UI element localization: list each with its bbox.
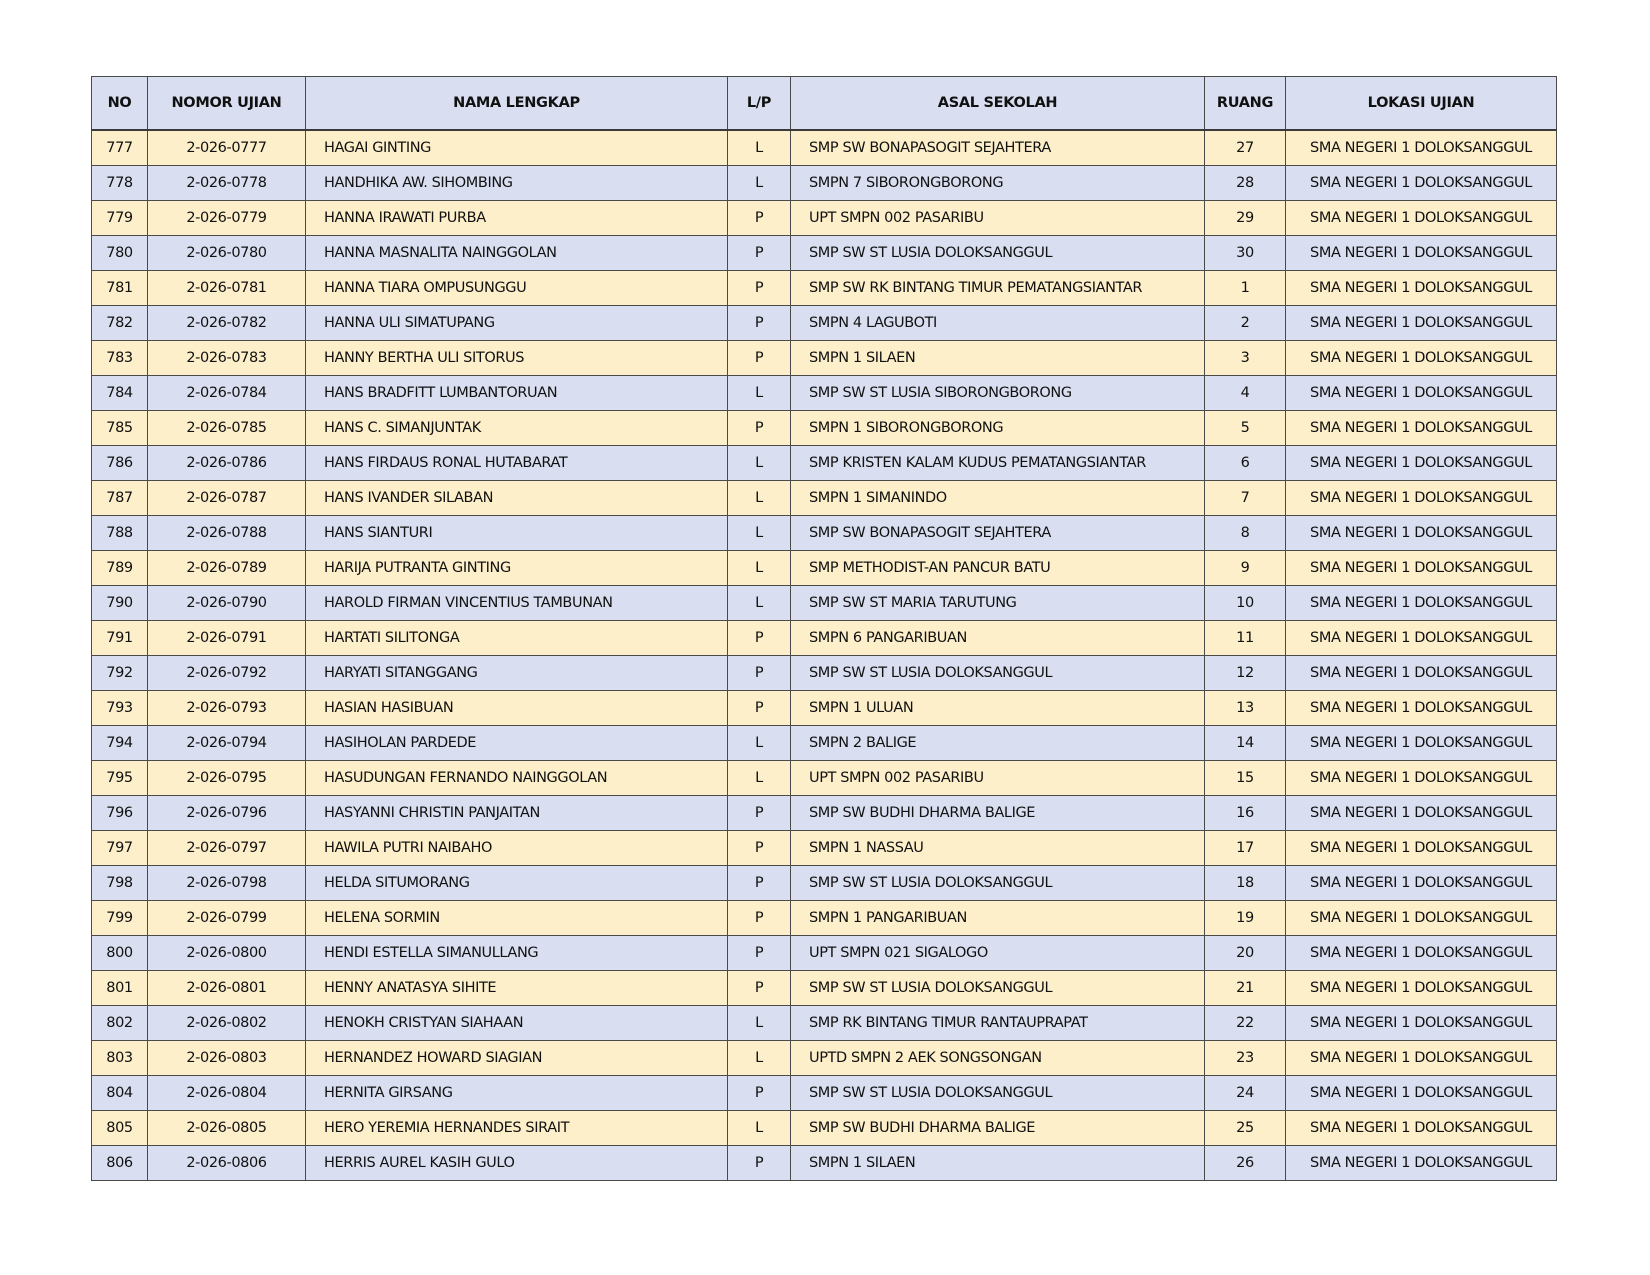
cell-no: 800 [92,936,148,971]
cell-ruang: 25 [1205,1111,1286,1146]
cell-nomor-ujian: 2-026-0795 [148,761,306,796]
cell-nomor-ujian: 2-026-0794 [148,726,306,761]
cell-nama-lengkap: HERNITA GIRSANG [306,1076,728,1111]
cell-asal-sekolah: UPT SMPN 021 SIGALOGO [791,936,1205,971]
cell-nama-lengkap: HASIAN HASIBUAN [306,691,728,726]
cell-nama-lengkap: HANNA IRAWATI PURBA [306,201,728,236]
cell-no: 796 [92,796,148,831]
column-header-nama-lengkap: NAMA LENGKAP [306,77,728,131]
cell-no: 792 [92,656,148,691]
cell-lokasi-ujian: SMA NEGERI 1 DOLOKSANGGUL [1286,866,1557,901]
cell-ruang: 29 [1205,201,1286,236]
cell-no: 780 [92,236,148,271]
cell-ruang: 14 [1205,726,1286,761]
cell-nama-lengkap: HARTATI SILITONGA [306,621,728,656]
table-row [92,551,1557,586]
cell-lp: L [728,551,791,586]
column-header-ruang: RUANG [1205,77,1286,131]
table-row [92,271,1557,306]
cell-asal-sekolah: SMP SW BUDHI DHARMA BALIGE [791,1111,1205,1146]
table-row [92,130,1557,166]
cell-nama-lengkap: HANS FIRDAUS RONAL HUTABARAT [306,446,728,481]
cell-nama-lengkap: HERO YEREMIA HERNANDES SIRAIT [306,1111,728,1146]
cell-lp: P [728,306,791,341]
cell-nomor-ujian: 2-026-0788 [148,516,306,551]
cell-nomor-ujian: 2-026-0785 [148,411,306,446]
cell-nama-lengkap: HELENA SORMIN [306,901,728,936]
cell-no: 789 [92,551,148,586]
cell-nomor-ujian: 2-026-0798 [148,866,306,901]
cell-lp: L [728,446,791,481]
cell-ruang: 7 [1205,481,1286,516]
cell-lokasi-ujian: SMA NEGERI 1 DOLOKSANGGUL [1286,656,1557,691]
table-row [92,376,1557,411]
cell-nama-lengkap: HAGAI GINTING [306,130,728,166]
cell-lp: P [728,831,791,866]
cell-lokasi-ujian: SMA NEGERI 1 DOLOKSANGGUL [1286,306,1557,341]
cell-lp: L [728,376,791,411]
cell-nama-lengkap: HERNANDEZ HOWARD SIAGIAN [306,1041,728,1076]
column-header-no: NO [92,77,148,131]
cell-no: 790 [92,586,148,621]
cell-lokasi-ujian: SMA NEGERI 1 DOLOKSANGGUL [1286,586,1557,621]
cell-lp: L [728,1041,791,1076]
cell-lp: P [728,1076,791,1111]
cell-asal-sekolah: SMP SW ST LUSIA SIBORONGBORONG [791,376,1205,411]
cell-nama-lengkap: HANS IVANDER SILABAN [306,481,728,516]
cell-asal-sekolah: SMPN 2 BALIGE [791,726,1205,761]
table-row [92,201,1557,236]
cell-asal-sekolah: SMPN 7 SIBORONGBORONG [791,166,1205,201]
cell-asal-sekolah: SMPN 1 SILAEN [791,1146,1205,1181]
cell-nomor-ujian: 2-026-0806 [148,1146,306,1181]
table-row [92,236,1557,271]
cell-nomor-ujian: 2-026-0792 [148,656,306,691]
cell-nomor-ujian: 2-026-0783 [148,341,306,376]
table-row [92,586,1557,621]
cell-nama-lengkap: HASUDUNGAN FERNANDO NAINGGOLAN [306,761,728,796]
cell-lokasi-ujian: SMA NEGERI 1 DOLOKSANGGUL [1286,446,1557,481]
cell-lp: P [728,236,791,271]
cell-nomor-ujian: 2-026-0779 [148,201,306,236]
cell-lp: P [728,866,791,901]
cell-nama-lengkap: HENNY ANATASYA SIHITE [306,971,728,1006]
column-header-lokasi-ujian: LOKASI UJIAN [1286,77,1557,131]
cell-no: 797 [92,831,148,866]
cell-lokasi-ujian: SMA NEGERI 1 DOLOKSANGGUL [1286,1111,1557,1146]
cell-lp: P [728,656,791,691]
cell-lp: P [728,411,791,446]
cell-no: 803 [92,1041,148,1076]
cell-no: 801 [92,971,148,1006]
column-header-nomor-ujian: NOMOR UJIAN [148,77,306,131]
cell-nomor-ujian: 2-026-0777 [148,130,306,166]
cell-nama-lengkap: HAROLD FIRMAN VINCENTIUS TAMBUNAN [306,586,728,621]
cell-ruang: 10 [1205,586,1286,621]
cell-nomor-ujian: 2-026-0796 [148,796,306,831]
cell-lp: L [728,1111,791,1146]
cell-ruang: 28 [1205,166,1286,201]
cell-lp: P [728,1146,791,1181]
cell-nama-lengkap: HENOKH CRISTYAN SIAHAAN [306,1006,728,1041]
table-row [92,656,1557,691]
cell-lokasi-ujian: SMA NEGERI 1 DOLOKSANGGUL [1286,1076,1557,1111]
table-row [92,1076,1557,1111]
cell-nomor-ujian: 2-026-0784 [148,376,306,411]
cell-nama-lengkap: HANS SIANTURI [306,516,728,551]
cell-lp: L [728,166,791,201]
cell-lokasi-ujian: SMA NEGERI 1 DOLOKSANGGUL [1286,621,1557,656]
cell-lokasi-ujian: SMA NEGERI 1 DOLOKSANGGUL [1286,201,1557,236]
cell-asal-sekolah: SMPN 1 SILAEN [791,341,1205,376]
cell-nomor-ujian: 2-026-0789 [148,551,306,586]
table-row [92,1111,1557,1146]
cell-lp: P [728,971,791,1006]
table-row [92,166,1557,201]
cell-ruang: 19 [1205,901,1286,936]
cell-lokasi-ujian: SMA NEGERI 1 DOLOKSANGGUL [1286,936,1557,971]
cell-nama-lengkap: HELDA SITUMORANG [306,866,728,901]
cell-nama-lengkap: HANNA TIARA OMPUSUNGGU [306,271,728,306]
exam-participant-table [91,76,1557,1181]
cell-asal-sekolah: SMPN 1 SIBORONGBORONG [791,411,1205,446]
cell-no: 802 [92,1006,148,1041]
cell-asal-sekolah: SMPN 4 LAGUBOTI [791,306,1205,341]
cell-no: 788 [92,516,148,551]
cell-ruang: 22 [1205,1006,1286,1041]
cell-no: 804 [92,1076,148,1111]
cell-lokasi-ujian: SMA NEGERI 1 DOLOKSANGGUL [1286,130,1557,166]
cell-lp: L [728,761,791,796]
cell-ruang: 23 [1205,1041,1286,1076]
table-row [92,866,1557,901]
cell-ruang: 6 [1205,446,1286,481]
table-header [92,77,1557,131]
cell-lp: L [728,481,791,516]
table-row [92,446,1557,481]
cell-lokasi-ujian: SMA NEGERI 1 DOLOKSANGGUL [1286,411,1557,446]
table-row [92,516,1557,551]
cell-nama-lengkap: HARIJA PUTRANTA GINTING [306,551,728,586]
cell-lp: P [728,341,791,376]
cell-lp: P [728,271,791,306]
cell-nama-lengkap: HANS C. SIMANJUNTAK [306,411,728,446]
header-row [92,77,1557,131]
cell-ruang: 3 [1205,341,1286,376]
cell-lokasi-ujian: SMA NEGERI 1 DOLOKSANGGUL [1286,796,1557,831]
cell-asal-sekolah: SMPN 1 SIMANINDO [791,481,1205,516]
cell-ruang: 2 [1205,306,1286,341]
cell-nama-lengkap: HANNY BERTHA ULI SITORUS [306,341,728,376]
cell-asal-sekolah: UPTD SMPN 2 AEK SONGSONGAN [791,1041,1205,1076]
cell-no: 785 [92,411,148,446]
cell-ruang: 16 [1205,796,1286,831]
cell-ruang: 30 [1205,236,1286,271]
cell-ruang: 4 [1205,376,1286,411]
cell-no: 781 [92,271,148,306]
cell-nomor-ujian: 2-026-0782 [148,306,306,341]
cell-nomor-ujian: 2-026-0801 [148,971,306,1006]
cell-nama-lengkap: HASYANNI CHRISTIN PANJAITAN [306,796,728,831]
cell-asal-sekolah: SMPN 1 ULUAN [791,691,1205,726]
table-row [92,306,1557,341]
table-row [92,481,1557,516]
cell-nomor-ujian: 2-026-0793 [148,691,306,726]
table-row [92,936,1557,971]
cell-nomor-ujian: 2-026-0787 [148,481,306,516]
column-header-lp: L/P [728,77,791,131]
cell-no: 782 [92,306,148,341]
cell-nomor-ujian: 2-026-0803 [148,1041,306,1076]
table-row [92,621,1557,656]
cell-lokasi-ujian: SMA NEGERI 1 DOLOKSANGGUL [1286,761,1557,796]
cell-nomor-ujian: 2-026-0802 [148,1006,306,1041]
table-row [92,971,1557,1006]
cell-lokasi-ujian: SMA NEGERI 1 DOLOKSANGGUL [1286,971,1557,1006]
cell-asal-sekolah: SMP RK BINTANG TIMUR RANTAUPRAPAT [791,1006,1205,1041]
cell-lokasi-ujian: SMA NEGERI 1 DOLOKSANGGUL [1286,1006,1557,1041]
cell-no: 793 [92,691,148,726]
cell-ruang: 24 [1205,1076,1286,1111]
cell-no: 784 [92,376,148,411]
cell-lokasi-ujian: SMA NEGERI 1 DOLOKSANGGUL [1286,1146,1557,1181]
cell-ruang: 11 [1205,621,1286,656]
cell-nama-lengkap: HANS BRADFITT LUMBANTORUAN [306,376,728,411]
cell-lokasi-ujian: SMA NEGERI 1 DOLOKSANGGUL [1286,691,1557,726]
cell-no: 791 [92,621,148,656]
cell-nomor-ujian: 2-026-0797 [148,831,306,866]
cell-asal-sekolah: UPT SMPN 002 PASARIBU [791,761,1205,796]
cell-ruang: 1 [1205,271,1286,306]
cell-asal-sekolah: SMP SW ST LUSIA DOLOKSANGGUL [791,971,1205,1006]
cell-ruang: 15 [1205,761,1286,796]
cell-nomor-ujian: 2-026-0780 [148,236,306,271]
cell-lp: L [728,130,791,166]
cell-asal-sekolah: SMPN 1 NASSAU [791,831,1205,866]
cell-lokasi-ujian: SMA NEGERI 1 DOLOKSANGGUL [1286,516,1557,551]
cell-asal-sekolah: SMP SW BONAPASOGIT SEJAHTERA [791,130,1205,166]
cell-nama-lengkap: HARYATI SITANGGANG [306,656,728,691]
cell-ruang: 12 [1205,656,1286,691]
cell-asal-sekolah: SMP SW BUDHI DHARMA BALIGE [791,796,1205,831]
cell-nama-lengkap: HANDHIKA AW. SIHOMBING [306,166,728,201]
cell-lp: P [728,936,791,971]
cell-lokasi-ujian: SMA NEGERI 1 DOLOKSANGGUL [1286,341,1557,376]
cell-asal-sekolah: SMP SW ST LUSIA DOLOKSANGGUL [791,1076,1205,1111]
cell-lokasi-ujian: SMA NEGERI 1 DOLOKSANGGUL [1286,831,1557,866]
cell-lokasi-ujian: SMA NEGERI 1 DOLOKSANGGUL [1286,481,1557,516]
cell-no: 786 [92,446,148,481]
cell-nama-lengkap: HAWILA PUTRI NAIBAHO [306,831,728,866]
cell-ruang: 17 [1205,831,1286,866]
cell-asal-sekolah: SMP SW RK BINTANG TIMUR PEMATANGSIANTAR [791,271,1205,306]
cell-lokasi-ujian: SMA NEGERI 1 DOLOKSANGGUL [1286,166,1557,201]
cell-nomor-ujian: 2-026-0791 [148,621,306,656]
cell-nomor-ujian: 2-026-0800 [148,936,306,971]
cell-ruang: 5 [1205,411,1286,446]
cell-no: 783 [92,341,148,376]
cell-asal-sekolah: SMPN 1 PANGARIBUAN [791,901,1205,936]
cell-nomor-ujian: 2-026-0804 [148,1076,306,1111]
cell-lp: P [728,691,791,726]
column-header-asal-sekolah: ASAL SEKOLAH [791,77,1205,131]
cell-no: 799 [92,901,148,936]
cell-nomor-ujian: 2-026-0805 [148,1111,306,1146]
cell-nama-lengkap: HANNA MASNALITA NAINGGOLAN [306,236,728,271]
cell-lp: P [728,901,791,936]
cell-lokasi-ujian: SMA NEGERI 1 DOLOKSANGGUL [1286,271,1557,306]
table-row [92,341,1557,376]
cell-asal-sekolah: SMP METHODIST-AN PANCUR BATU [791,551,1205,586]
table-row [92,1006,1557,1041]
cell-ruang: 27 [1205,130,1286,166]
cell-ruang: 26 [1205,1146,1286,1181]
cell-ruang: 20 [1205,936,1286,971]
cell-nomor-ujian: 2-026-0778 [148,166,306,201]
cell-lokasi-ujian: SMA NEGERI 1 DOLOKSANGGUL [1286,1041,1557,1076]
table-body [92,130,1557,1181]
cell-nama-lengkap: HANNA ULI SIMATUPANG [306,306,728,341]
cell-no: 795 [92,761,148,796]
cell-lokasi-ujian: SMA NEGERI 1 DOLOKSANGGUL [1286,376,1557,411]
cell-nomor-ujian: 2-026-0790 [148,586,306,621]
cell-asal-sekolah: SMP SW ST LUSIA DOLOKSANGGUL [791,866,1205,901]
cell-asal-sekolah: SMPN 6 PANGARIBUAN [791,621,1205,656]
cell-nomor-ujian: 2-026-0786 [148,446,306,481]
table-row [92,796,1557,831]
table-row [92,1041,1557,1076]
cell-lp: P [728,201,791,236]
cell-ruang: 8 [1205,516,1286,551]
cell-ruang: 21 [1205,971,1286,1006]
cell-lp: L [728,726,791,761]
cell-lp: L [728,1006,791,1041]
cell-no: 798 [92,866,148,901]
table-row [92,411,1557,446]
cell-lp: L [728,516,791,551]
cell-no: 777 [92,130,148,166]
cell-lp: L [728,586,791,621]
cell-nama-lengkap: HENDI ESTELLA SIMANULLANG [306,936,728,971]
table-row [92,691,1557,726]
cell-nama-lengkap: HERRIS AUREL KASIH GULO [306,1146,728,1181]
cell-lokasi-ujian: SMA NEGERI 1 DOLOKSANGGUL [1286,551,1557,586]
cell-lokasi-ujian: SMA NEGERI 1 DOLOKSANGGUL [1286,236,1557,271]
table-row [92,726,1557,761]
cell-no: 794 [92,726,148,761]
cell-asal-sekolah: SMP SW ST LUSIA DOLOKSANGGUL [791,236,1205,271]
cell-asal-sekolah: UPT SMPN 002 PASARIBU [791,201,1205,236]
cell-lokasi-ujian: SMA NEGERI 1 DOLOKSANGGUL [1286,901,1557,936]
cell-nama-lengkap: HASIHOLAN PARDEDE [306,726,728,761]
cell-no: 778 [92,166,148,201]
cell-ruang: 13 [1205,691,1286,726]
table-row [92,761,1557,796]
cell-no: 787 [92,481,148,516]
cell-lp: P [728,621,791,656]
cell-nomor-ujian: 2-026-0781 [148,271,306,306]
cell-asal-sekolah: SMP KRISTEN KALAM KUDUS PEMATANGSIANTAR [791,446,1205,481]
table-row [92,901,1557,936]
cell-nomor-ujian: 2-026-0799 [148,901,306,936]
cell-no: 805 [92,1111,148,1146]
cell-lokasi-ujian: SMA NEGERI 1 DOLOKSANGGUL [1286,726,1557,761]
table-row [92,831,1557,866]
cell-ruang: 18 [1205,866,1286,901]
cell-no: 779 [92,201,148,236]
cell-no: 806 [92,1146,148,1181]
cell-ruang: 9 [1205,551,1286,586]
table-row [92,1146,1557,1181]
cell-asal-sekolah: SMP SW ST MARIA TARUTUNG [791,586,1205,621]
cell-asal-sekolah: SMP SW ST LUSIA DOLOKSANGGUL [791,656,1205,691]
cell-asal-sekolah: SMP SW BONAPASOGIT SEJAHTERA [791,516,1205,551]
cell-lp: P [728,796,791,831]
